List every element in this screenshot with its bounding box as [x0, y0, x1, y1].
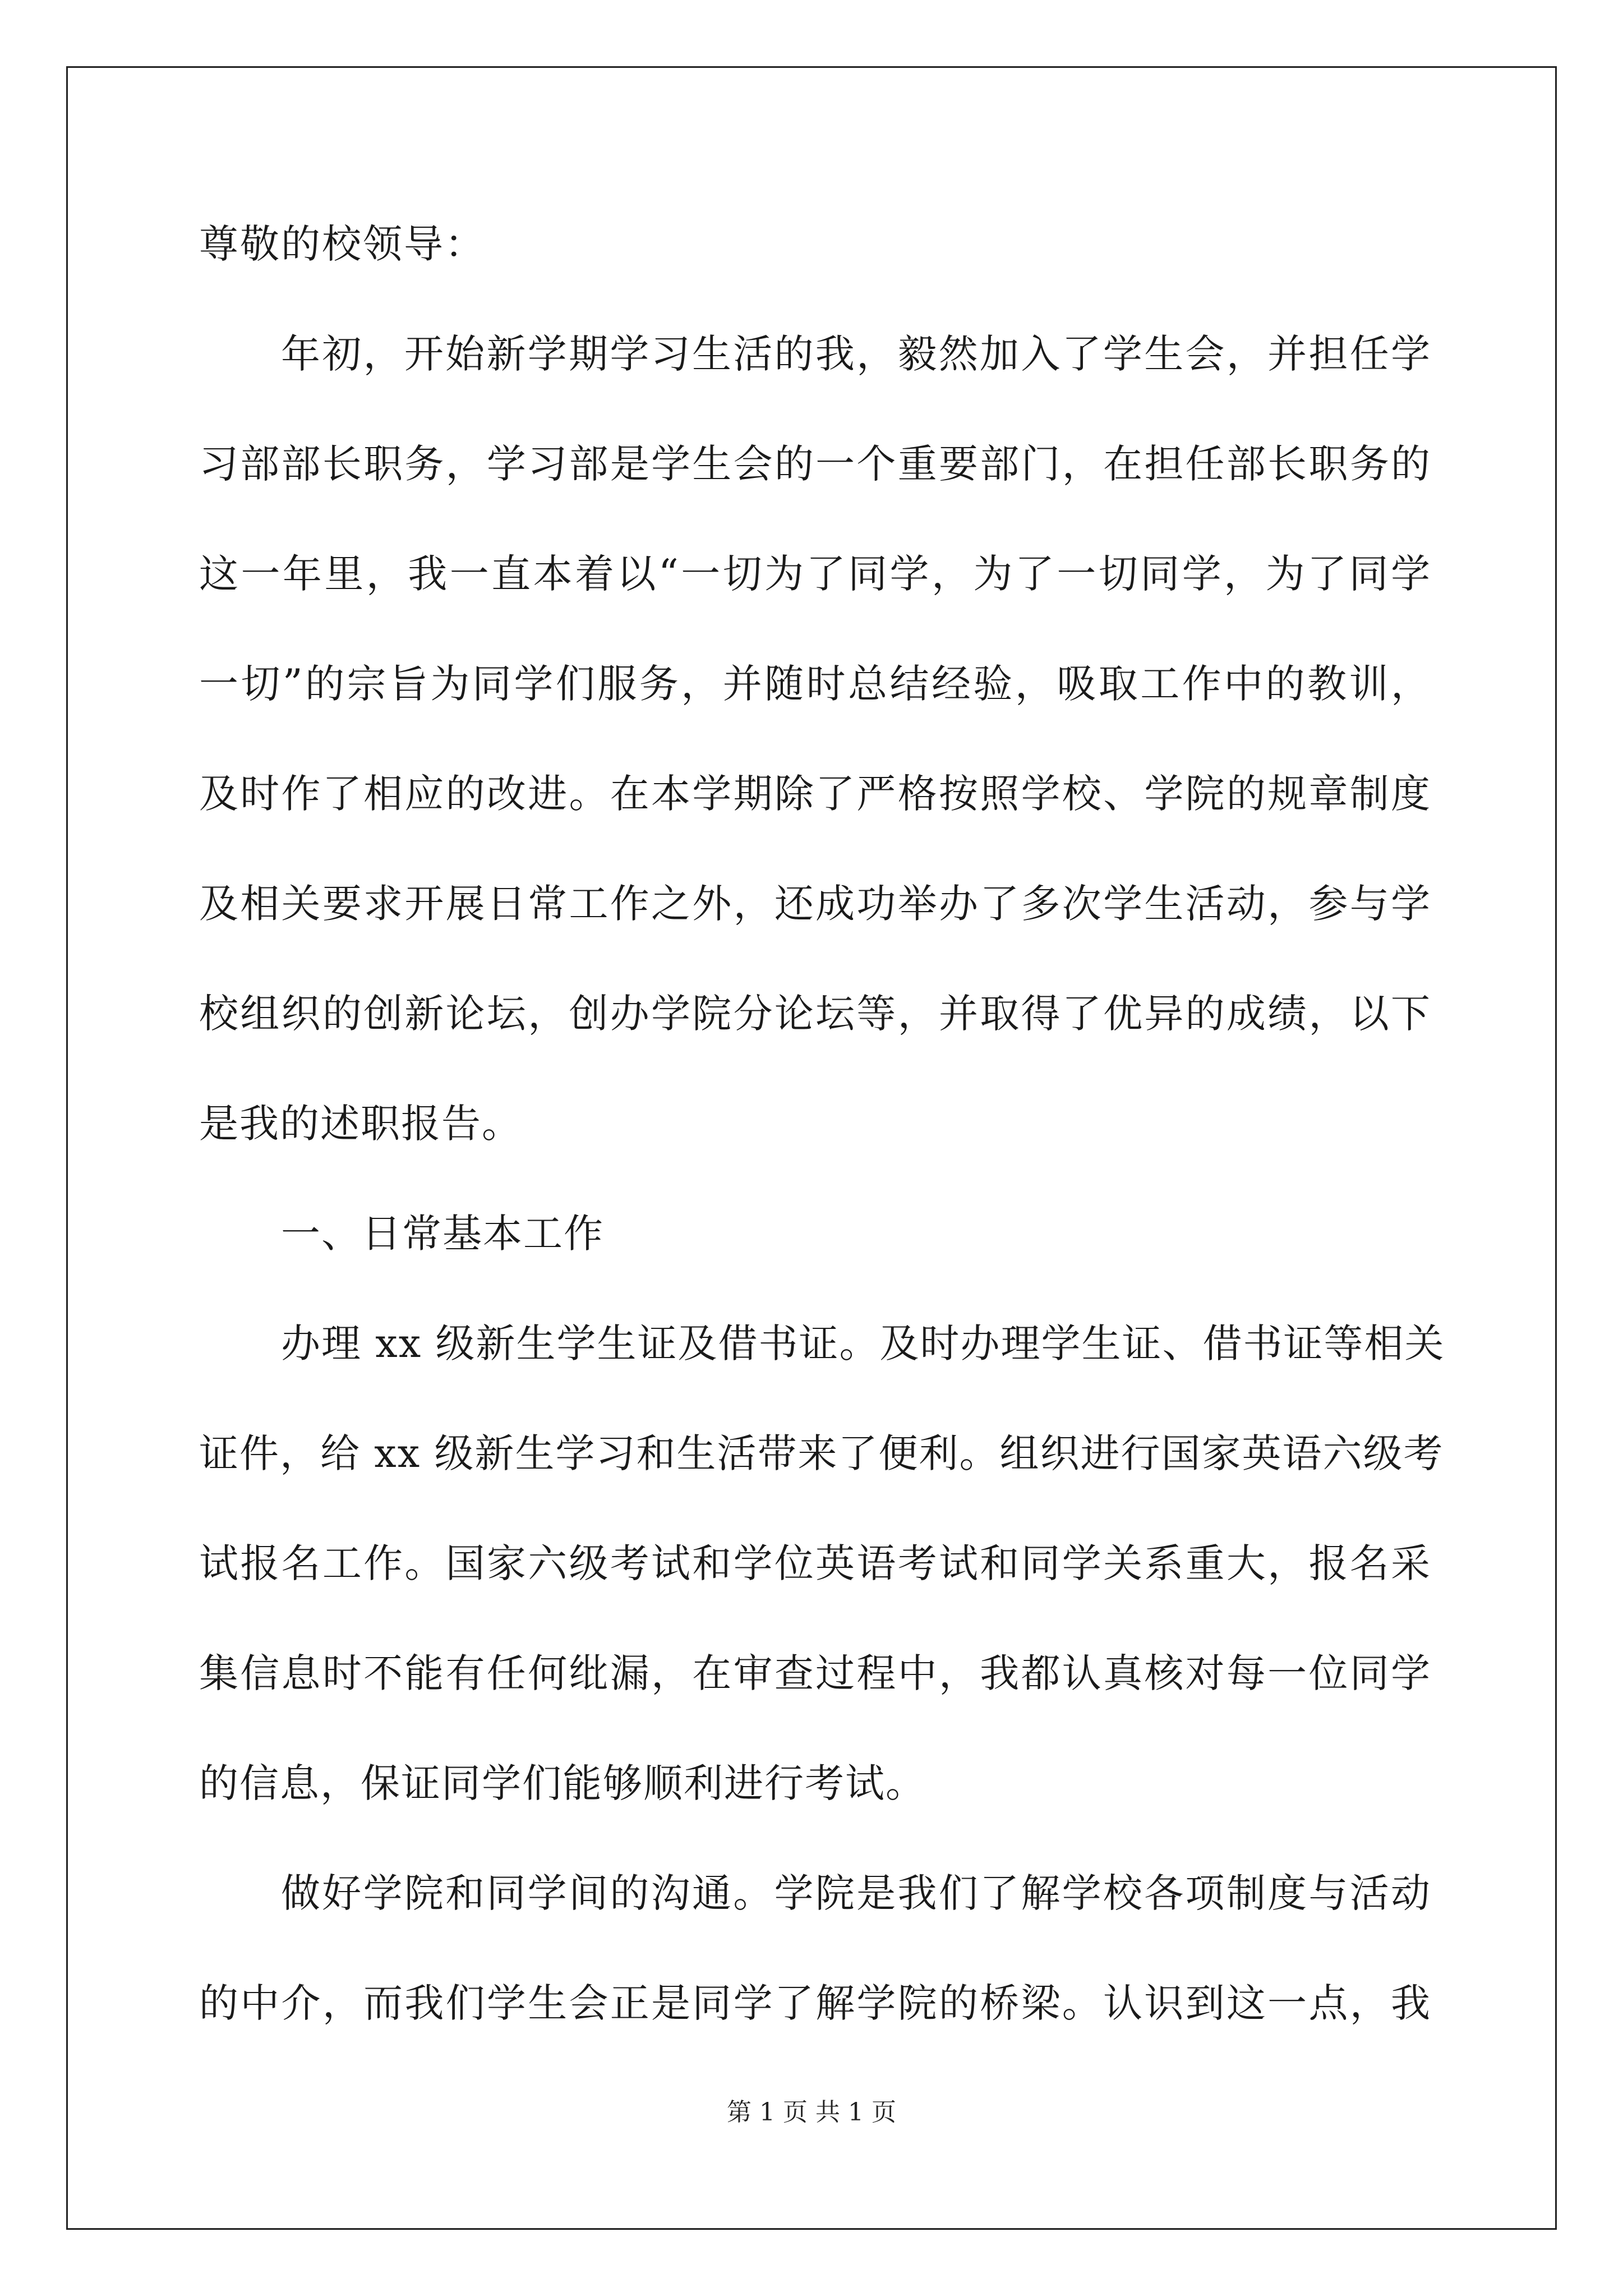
- document-body: [199, 216, 1445, 2085]
- paragraph-2-line-1: 办理 xx 级新生学生证及借书证。及时办理学生证、借书证等相关: [281, 1320, 1445, 1366]
- paragraph-2-line-2: 证件，给 xx 级新生学习和生活带来了便利。组织进行国家英语六级考: [199, 1430, 1444, 1476]
- page-footer: 第 1 页 共 1 页: [727, 2098, 896, 2127]
- paragraph-1-line-5: 及时作了相应的改进。在本学期除了严格按照学校、学院的规章制度: [199, 771, 1431, 817]
- paragraph-3-line-1: 做好学院和同学间的沟通。学院是我们了解学校各项制度与活动: [281, 1870, 1431, 1916]
- paragraph-1-line-2: 习部部长职务，学习部是学生会的一个重要部门，在担任部长职务的: [199, 441, 1431, 487]
- salutation: 尊敬的校领导：: [199, 221, 486, 267]
- paragraph-2-line-3: 试报名工作。国家六级考试和学位英语考试和同学关系重大，报名采: [199, 1540, 1431, 1586]
- paragraph-1-line-6: 及相关要求开展日常工作之外，还成功举办了多次学生活动，参与学: [199, 881, 1431, 927]
- paragraph-1-line-1: 年初，开始新学期学习生活的我，毅然加入了学生会，并担任学: [281, 331, 1431, 377]
- paragraph-2-line-4: 集信息时不能有任何纰漏，在审查过程中，我都认真核对每一位同学: [199, 1650, 1431, 1696]
- paragraph-2-line-5: 的信息，保证同学们能够顺利进行考试。: [199, 1760, 926, 1806]
- paragraph-1-line-3: 这一年里，我一直本着以“一切为了同学，为了一切同学，为了同学: [199, 551, 1431, 597]
- paragraph-1-line-4: 一切”的宗旨为同学们服务，并随时总结经验，吸取工作中的教训，: [199, 661, 1431, 707]
- section-heading: 一、日常基本工作: [281, 1211, 604, 1257]
- paragraph-3-line-2: 的中介，而我们学生会正是同学了解学院的桥梁。认识到这一点，我: [199, 1980, 1431, 2026]
- paragraph-1-line-7: 校组织的创新论坛，创办学院分论坛等，并取得了优异的成绩，以下: [199, 991, 1431, 1037]
- paragraph-1-line-8: 是我的述职报告。: [199, 1101, 522, 1147]
